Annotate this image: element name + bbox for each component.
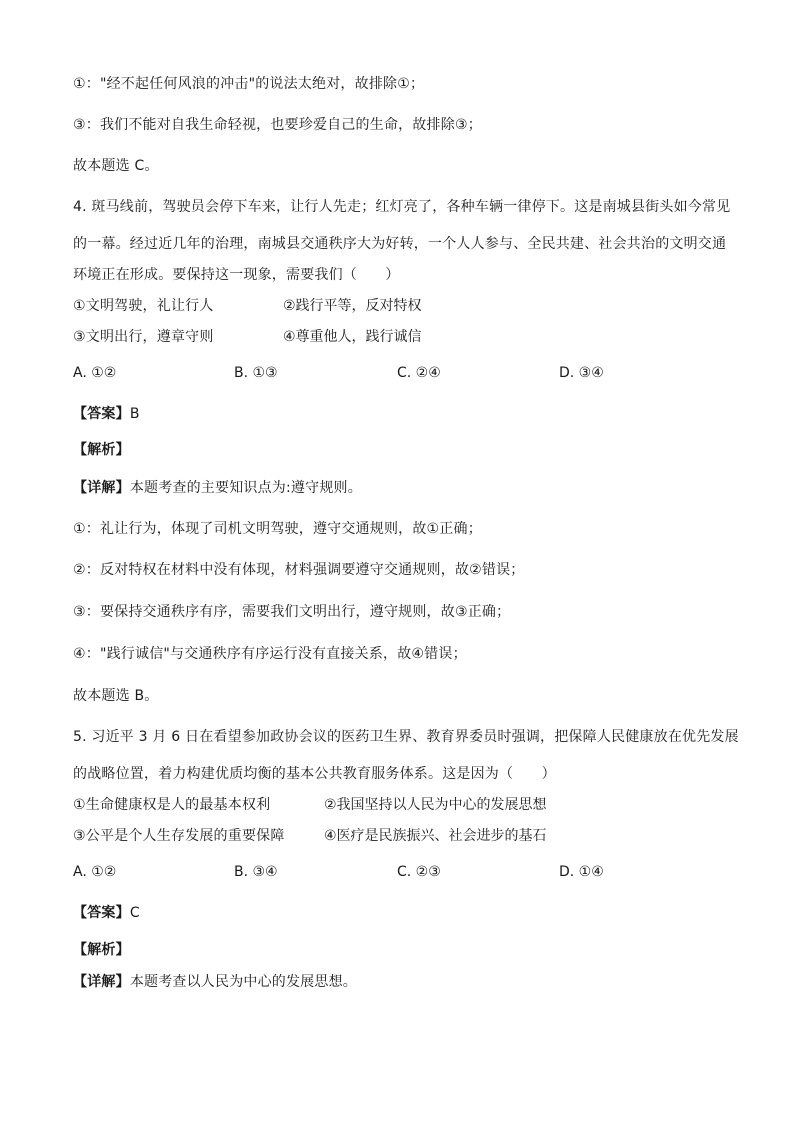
q4-stem-line-1: 4. 斑马线前，驾驶员会停下车来，让行人先走；红灯亮了，各种车辆一律停下。这是南城县街头如今常见: [73, 199, 731, 215]
q5-answer: [73, 904, 140, 922]
q4-choice-c: C. ②④: [397, 365, 441, 381]
q4-answer-tag: 【答案】: [73, 406, 130, 422]
prev-analysis-line-2: ③：我们不能对自我生命轻视，也要珍爱自己的生命，故排除③；: [73, 117, 482, 133]
q5-choice-a: A. ①②: [73, 864, 117, 880]
q5-option-4: ④医疗是民族振兴、社会进步的基石: [324, 828, 547, 844]
q4-option-3: ③文明出行，遵章守则: [73, 329, 214, 345]
q4-analysis-tag: 【解析】: [73, 442, 130, 458]
q5-detail: [73, 973, 357, 991]
q4-analysis-line-1: ①：礼让行为，体现了司机文明驾驶，遵守交通规则，故①正确；: [73, 521, 482, 537]
q5-stem-line-1: 5. 习近平 3 月 6 日在看望参加政协会议的医药卫生界、教育界委员时强调，把保障人民健康放在优先发展: [73, 729, 739, 745]
q5-answer-value: C: [129, 905, 140, 921]
q5-stem-line-2: 的战略位置，着力构建优质均衡的基本公共教育服务体系。这是因为（ ）: [73, 766, 556, 782]
q5-detail-tag: 【详解】: [73, 974, 130, 990]
q5-option-1: ①生命健康权是人的最基本权利: [73, 797, 271, 813]
q5-analysis-tag: 【解析】: [73, 942, 130, 958]
q4-option-1: ①文明驾驶，礼让行人: [73, 298, 214, 314]
q4-choice-a: A. ①②: [73, 365, 117, 381]
q4-stem-line-3: 环境正在形成。要保持这一现象，需要我们（ ）: [73, 267, 400, 283]
q5-option-2: ②我国坚持以人民为中心的发展思想: [324, 797, 547, 813]
q4-detail-tag: 【详解】: [73, 480, 130, 496]
q4-analysis-line-3: ③：要保持交通秩序有序，需要我们文明出行，遵守规则，故③正确；: [73, 604, 511, 620]
q5-choice-d: D. ①④: [559, 864, 604, 880]
q4-choice-b: B. ①③: [234, 365, 278, 381]
q4-choice-d: D. ③④: [559, 365, 604, 381]
q4-option-4: ④尊重他人，践行诚信: [283, 329, 422, 345]
q4-detail-text: 本题考查的主要知识点为:遵守规则。: [129, 480, 362, 496]
q4-option-2: ②践行平等，反对特权: [283, 298, 422, 314]
q4-detail: [73, 479, 362, 497]
q4-conclusion: 故本题选 B。: [73, 688, 159, 704]
q4-answer-value: B: [129, 406, 140, 422]
q5-choice-c: C. ②③: [397, 864, 441, 880]
q5-option-3: ③公平是个人生存发展的重要保障: [73, 828, 285, 844]
q4-stem-line-2: 的一幕。经过近几年的治理，南城县交通秩序大为好转，一个人人参与、全民共建、社会共治的文明交通: [73, 236, 727, 252]
q5-detail-text: 本题考查以人民为中心的发展思想。: [129, 974, 358, 990]
q5-answer-tag: 【答案】: [73, 905, 130, 921]
prev-analysis-line-1: ①："经不起任何风浪的冲击"的说法太绝对，故排除①；: [73, 76, 425, 92]
q5-choice-b: B. ③④: [234, 864, 278, 880]
q4-analysis-line-4: ④："践行诚信"与交通秩序有序运行没有直接关系，故④错误；: [73, 646, 467, 662]
q4-answer: [73, 405, 140, 423]
q4-analysis-line-2: ②：反对特权在材料中没有体现，材料强调要遵守交通规则，故②错误；: [73, 562, 525, 578]
prev-conclusion: 故本题选 C。: [73, 158, 159, 174]
